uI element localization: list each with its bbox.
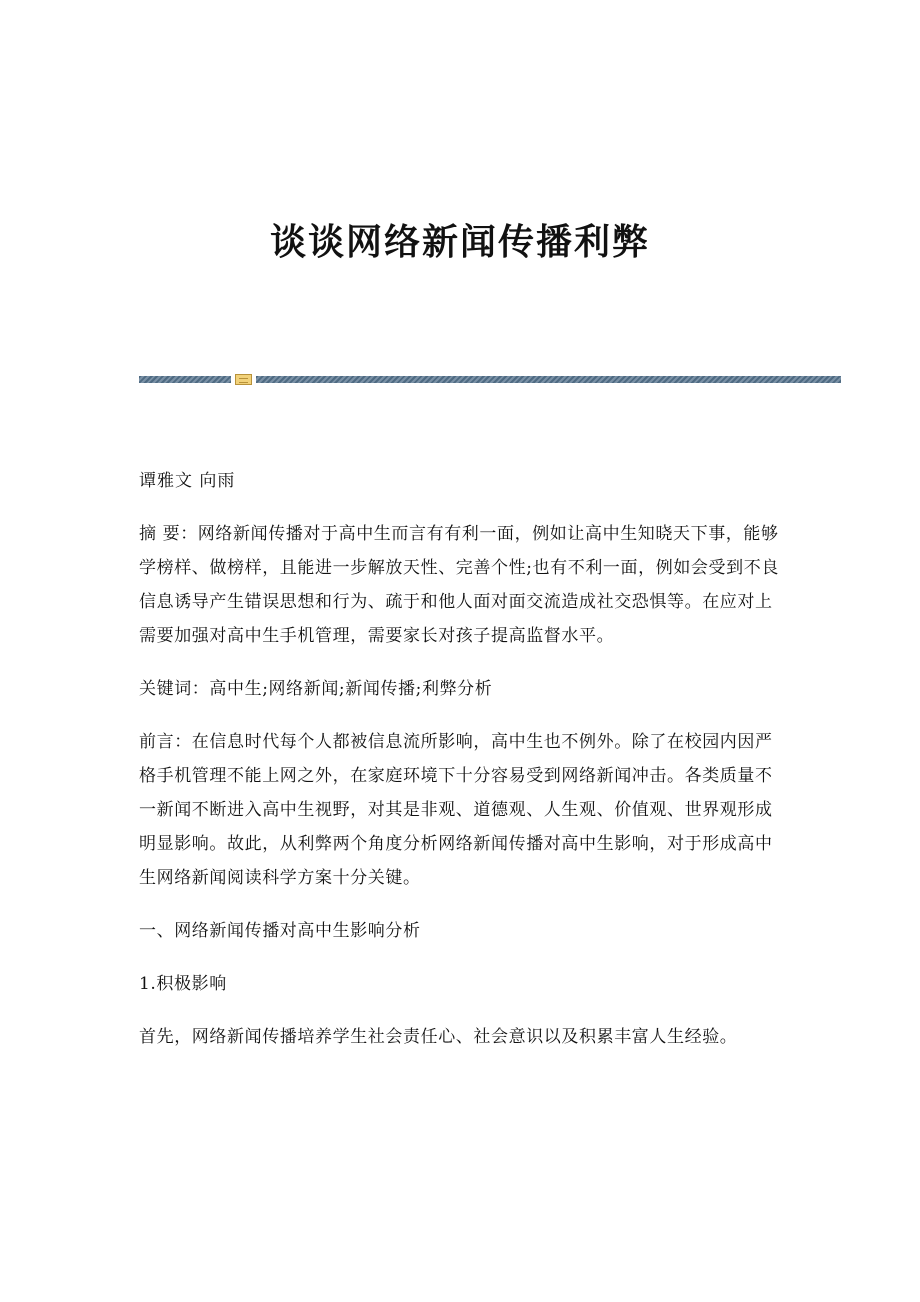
body-paragraph: 首先，网络新闻传播培养学生社会责任心、社会意识以及积累丰富人生经验。 bbox=[139, 1027, 738, 1047]
divider-bar-right bbox=[256, 376, 841, 383]
preface: 前言：在信息时代每个人都被信息流所影响，高中生也不例外。除了在校园内因严格手机管理不能上网之外，在家庭环境下十分容易受到网络新闻冲击。各类质量不一新闻不断进入高中生视野，对其是非观、道德观、人生观、价值观、世界观形成明显影响。故此，从利弊两个角度分析网络新闻传播对高中生影响，对于形成高中生网络新闻阅读科学方案十分关键。 bbox=[139, 732, 773, 888]
document-title: 谈谈网络新闻传播利弊 bbox=[269, 221, 650, 263]
keywords: 关键词：高中生;网络新闻;新闻传播;利弊分析 bbox=[139, 679, 493, 699]
divider-bar-left bbox=[139, 376, 231, 383]
section-heading: 一、网络新闻传播对高中生影响分析 bbox=[139, 921, 421, 941]
subsection-heading: 1.积极影响 bbox=[139, 974, 227, 994]
document-body bbox=[139, 464, 784, 1073]
divider-ornament-icon bbox=[235, 374, 252, 385]
authors: 谭雅文 向雨 bbox=[139, 471, 236, 491]
abstract: 摘 要：网络新闻传播对于高中生而言有有利一面，例如让高中生知晓天下事，能够学榜样、做榜样，且能进一步解放天性、完善个性;也有不利一面，例如会受到不良信息诱导产生错误思想和行为、疏于和他人面对面交流造成社交恐惧等。在应对上需要加强对高中生手机管理，需要家长对孩子提高监督水平。 bbox=[139, 524, 779, 646]
title-divider bbox=[139, 374, 841, 384]
